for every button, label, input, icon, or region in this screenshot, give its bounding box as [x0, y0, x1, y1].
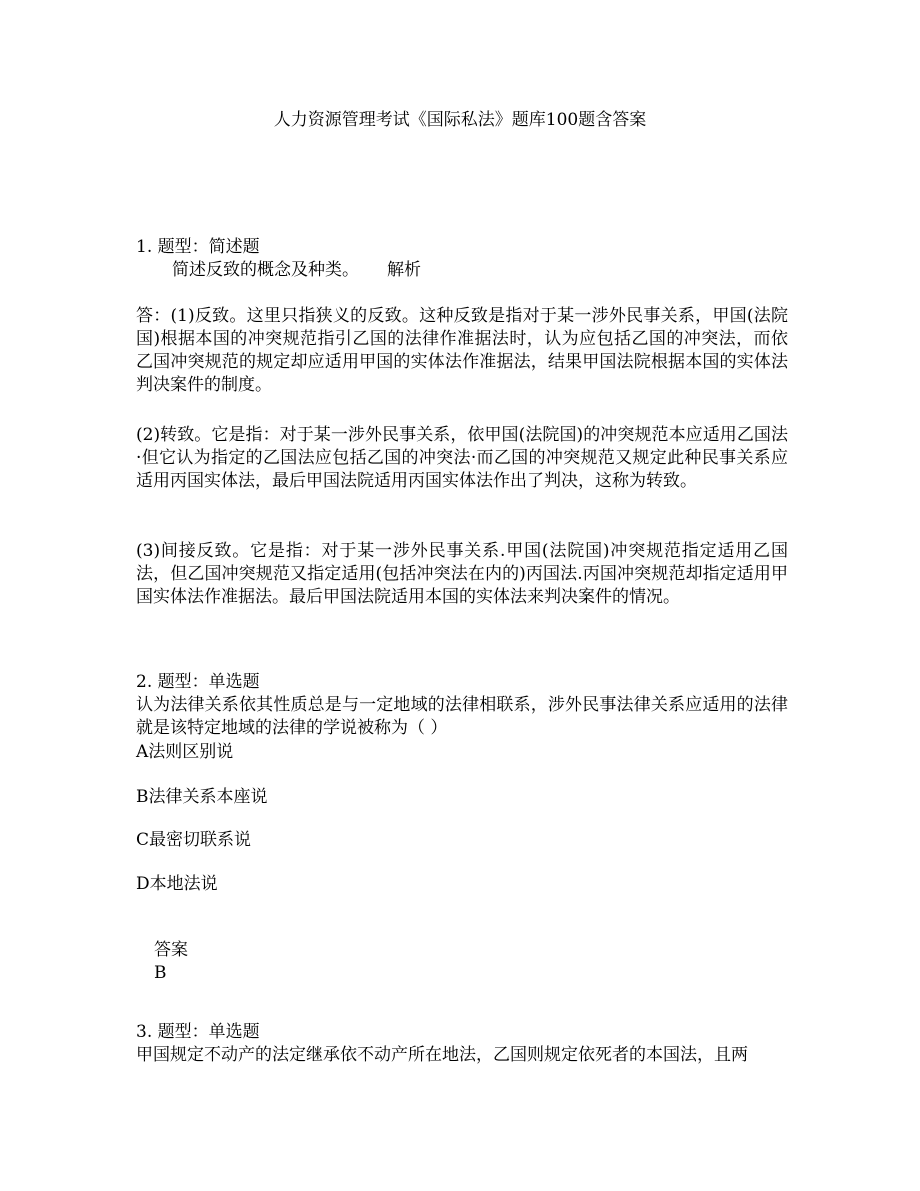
question-1-heading-block [136, 236, 788, 282]
question-1-analysis-label: 解析 [387, 260, 421, 280]
question-2-answer-label: 答案 [154, 940, 188, 960]
question-2-option-d: D本地法说 [136, 874, 218, 894]
question-2-option-b: B法律关系本座说 [136, 787, 268, 807]
question-2-option-c: C最密切联系说 [136, 830, 252, 850]
question-3-stem: 甲国规定不动产的法定继承依不动产所在地法，乙国则规定依死者的本国法，且两 [136, 1045, 748, 1065]
question-1-answer-paragraph-1: 答：(1)反致。这里只指狭义的反致。这种反致是指对于某一涉外民事关系，甲国(法院国)根据本国的冲突规范指引乙国的法律作准据法时，认为应包括乙国的冲突法，而依乙国冲突规范的规定却应适用甲国的实体法作准据法，结果甲国法院根据本国的实体法判决案件的制度。 [136, 306, 788, 395]
question-1-answer-paragraph-3: (3)间接反致。它是指：对于某一涉外民事关系.甲国(法院国)冲突规范指定适用乙国法，但乙国冲突规范又指定适用(包括冲突法在内的)丙国法.丙国冲突规范却指定适用甲国实体法作准据法。最后甲国法院适用本国的实体法来判决案件的情况。 [136, 541, 788, 607]
question-2-option-a: A法则区别说 [136, 742, 234, 762]
question-2-stem: 认为法律关系依其性质总是与一定地域的法律相联系，涉外民事法律关系应适用的法律就是该特定地域的法律的学说被称为（ ） [136, 695, 788, 738]
question-3-heading: 3. 题型：单选题 [136, 1022, 260, 1042]
question-1-heading: 1. 题型：简述题 [136, 237, 260, 257]
question-2-heading: 2. 题型：单选题 [136, 672, 260, 692]
document-title: 人力资源管理考试《国际私法》题库100题含答案 [273, 110, 647, 130]
question-2-answer-value: B [154, 963, 167, 983]
question-1-prompt-line [136, 259, 788, 282]
question-1-prompt: 简述反致的概念及种类。 [172, 260, 359, 280]
question-1-answer-paragraph-2: (2)转致。它是指：对于某一涉外民事关系，依甲国(法院国)的冲突规范本应适用乙国法·但它认为指定的乙国法应包括乙国的冲突法·而乙国的冲突规范又规定此种民事关系应适用丙国实体法，最后甲国法院适用丙国实体法作出了判决，这称为转致。 [136, 425, 788, 491]
